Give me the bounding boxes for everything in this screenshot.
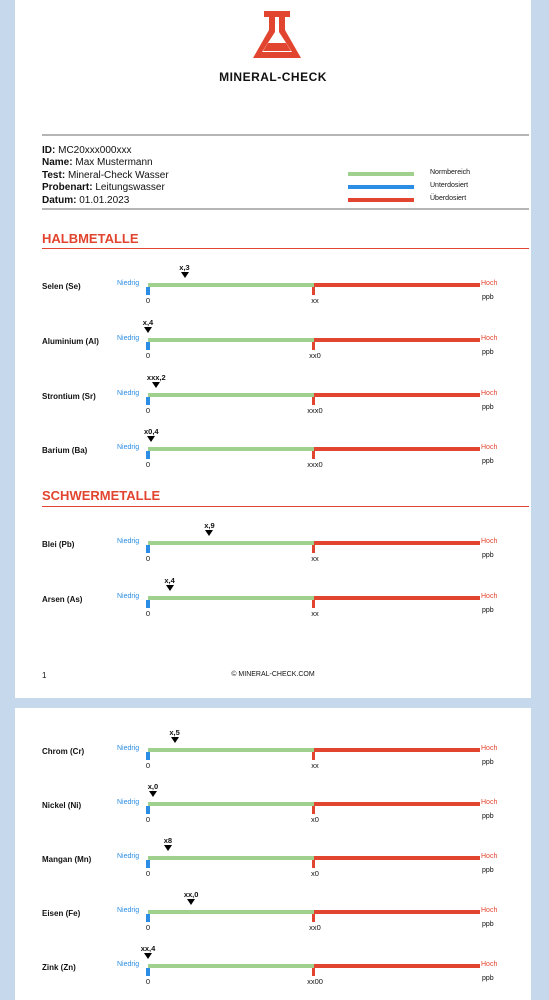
info-datum: Datum: 01.01.2023 [42,194,130,206]
low-tick [146,397,150,405]
high-range-bar [314,541,480,545]
element-name: Nickel (Ni) [42,801,82,810]
low-tick [146,451,150,459]
low-tick [146,287,150,295]
zero-label: 0 [145,406,151,415]
scale-high-label: Hoch [481,961,498,968]
element-name: Strontium (Sr) [42,392,96,401]
element-name: Zink (Zn) [42,963,76,972]
report-info [42,145,169,207]
element-row [15,427,531,476]
scale-low-label: Niedrig [117,853,140,860]
limit-tick [312,600,315,608]
normal-range-bar [148,748,314,752]
zero-label: 0 [145,351,151,360]
high-range-bar [314,283,480,287]
zero-label: 0 [145,609,151,618]
marker-triangle-icon [181,272,189,278]
low-tick [146,968,150,976]
brand-name: MINERAL-CHECK [219,70,327,84]
marker-triangle-icon [164,845,172,851]
marker-triangle-icon [144,953,152,959]
divider [42,208,529,210]
zero-label: 0 [145,923,151,932]
element-name: Barium (Ba) [42,446,88,455]
limit-tick [312,397,315,405]
limit-value: xx0 [309,923,321,932]
normal-range-bar [148,447,314,451]
element-row [15,521,531,570]
scale-low-label: Niedrig [117,390,140,397]
element-row [15,373,531,422]
marker-triangle-icon [144,327,152,333]
limit-tick [312,545,315,553]
scale-low-label: Niedrig [117,280,140,287]
unit-label: ppb [482,759,494,766]
normal-range-bar [148,856,314,860]
section-rule [42,248,529,249]
legend-swatch-blue [348,185,414,189]
element-row [15,944,531,993]
unit-label: ppb [482,552,494,559]
marker-triangle-icon [147,436,155,442]
high-range-bar [314,964,480,968]
section-title-schwermetalle: SCHWERMETALLE [42,488,161,503]
measured-value: x,5 [169,728,180,737]
normal-range-bar [148,802,314,806]
measured-value: xxx,2 [146,373,166,382]
high-range-bar [314,910,480,914]
limit-tick [312,451,315,459]
measured-value: x8 [163,836,173,845]
scale-low-label: Niedrig [117,593,140,600]
high-range-bar [314,596,480,600]
element-name: Arsen (As) [42,595,83,604]
element-name: Aluminium (Al) [42,337,99,346]
element-name: Chrom (Cr) [42,747,85,756]
element-row [15,728,531,777]
scale-low-label: Niedrig [117,961,140,968]
marker-triangle-icon [187,899,195,905]
legend-swatch-green [348,172,414,176]
scale-low-label: Niedrig [117,444,140,451]
scale-high-label: Hoch [481,280,498,287]
limit-tick [312,287,315,295]
scale-high-label: Hoch [481,390,498,397]
limit-value: xx [311,609,319,618]
normal-range-bar [148,910,314,914]
marker-triangle-icon [152,382,160,388]
element-row [15,890,531,939]
unit-label: ppb [482,458,494,465]
limit-value: xx [311,296,319,305]
legend-label: Unterdosiert [430,182,469,189]
zero-label: 0 [145,296,151,305]
page-number: 1 [42,671,47,680]
unit-label: ppb [482,813,494,820]
scale-high-label: Hoch [481,907,498,914]
info-probenart: Probenart: Leitungswasser [42,182,165,194]
zero-label: 0 [145,761,151,770]
scale-high-label: Hoch [481,593,498,600]
legend-label: Normbereich [430,169,471,176]
scale-low-label: Niedrig [117,907,140,914]
normal-range-bar [148,283,314,287]
legend-swatch-red [348,198,414,202]
divider [42,134,529,136]
zero-label: 0 [145,869,151,878]
unit-label: ppb [482,867,494,874]
element-name: Eisen (Fe) [42,909,81,918]
measured-value: x,0 [147,782,159,791]
measured-value: x,9 [204,521,215,530]
element-row [15,836,531,885]
marker-triangle-icon [205,530,213,536]
scale-high-label: Hoch [481,853,498,860]
section-rule [42,506,529,507]
measured-value: xx,0 [183,890,199,899]
unit-label: ppb [482,975,494,982]
limit-tick [312,752,315,760]
limit-value: xxx0 [307,406,323,415]
limit-tick [312,342,315,350]
info-name: Name: Max Mustermann [42,157,153,169]
measured-value: x,4 [164,576,175,585]
limit-tick [312,914,315,922]
limit-value: xx0 [309,351,321,360]
report-page-1 [15,0,531,698]
copyright: © MINERAL-CHECK.COM [231,671,315,678]
scale-low-label: Niedrig [117,799,140,806]
high-range-bar [314,748,480,752]
zero-label: 0 [145,554,151,563]
high-range-bar [314,856,480,860]
info-id: ID: MC20xxx000xxx [42,145,132,156]
limit-value: x0 [311,869,319,878]
low-tick [146,914,150,922]
measured-value: x0,4 [144,427,159,436]
scale-low-label: Niedrig [117,745,140,752]
scale-high-label: Hoch [481,799,498,806]
limit-value: xx [311,761,319,770]
unit-label: ppb [482,921,494,928]
unit-label: ppb [482,349,494,356]
legend-label: Überdosiert [430,195,467,202]
low-tick [146,860,150,868]
marker-triangle-icon [149,791,157,797]
low-tick [146,600,150,608]
high-range-bar [314,802,480,806]
element-row [15,263,531,312]
high-range-bar [314,447,480,451]
low-tick [146,545,150,553]
high-range-bar [314,338,480,342]
element-row [15,318,531,367]
scale-high-label: Hoch [481,335,498,342]
low-tick [146,752,150,760]
normal-range-bar [148,541,314,545]
limit-value: x0 [311,815,319,824]
zero-label: 0 [145,460,151,469]
measured-value: x,4 [142,318,154,327]
info-test: Test: Mineral-Check Wasser [42,169,169,181]
high-range-bar [314,393,480,397]
element-name: Selen (Se) [42,282,81,291]
marker-triangle-icon [166,585,174,591]
unit-label: ppb [482,404,494,411]
report-page-2 [15,708,531,1000]
zero-label: 0 [145,977,151,986]
unit-label: ppb [482,607,494,614]
scale-high-label: Hoch [481,444,498,451]
section-title-halbmetalle: HALBMETALLE [42,231,139,246]
scale-low-label: Niedrig [117,335,140,342]
limit-tick [312,806,315,814]
normal-range-bar [148,964,314,968]
measured-value: x,3 [179,263,190,272]
flask-logo-icon [250,10,304,62]
normal-range-bar [148,338,314,342]
limit-tick [312,968,315,976]
limit-value: xxx0 [307,460,323,469]
normal-range-bar [148,596,314,600]
unit-label: ppb [482,294,494,301]
scale-low-label: Niedrig [117,538,140,545]
low-tick [146,806,150,814]
scale-high-label: Hoch [481,538,498,545]
low-tick [146,342,150,350]
element-name: Mangan (Mn) [42,855,92,864]
limit-value: xx00 [307,977,323,986]
limit-tick [312,860,315,868]
marker-triangle-icon [171,737,179,743]
scale-high-label: Hoch [481,745,498,752]
element-row [15,576,531,625]
zero-label: 0 [145,815,151,824]
normal-range-bar [148,393,314,397]
measured-value: xx,4 [140,944,156,953]
element-row [15,782,531,831]
element-name: Blei (Pb) [42,540,75,549]
limit-value: xx [311,554,319,563]
